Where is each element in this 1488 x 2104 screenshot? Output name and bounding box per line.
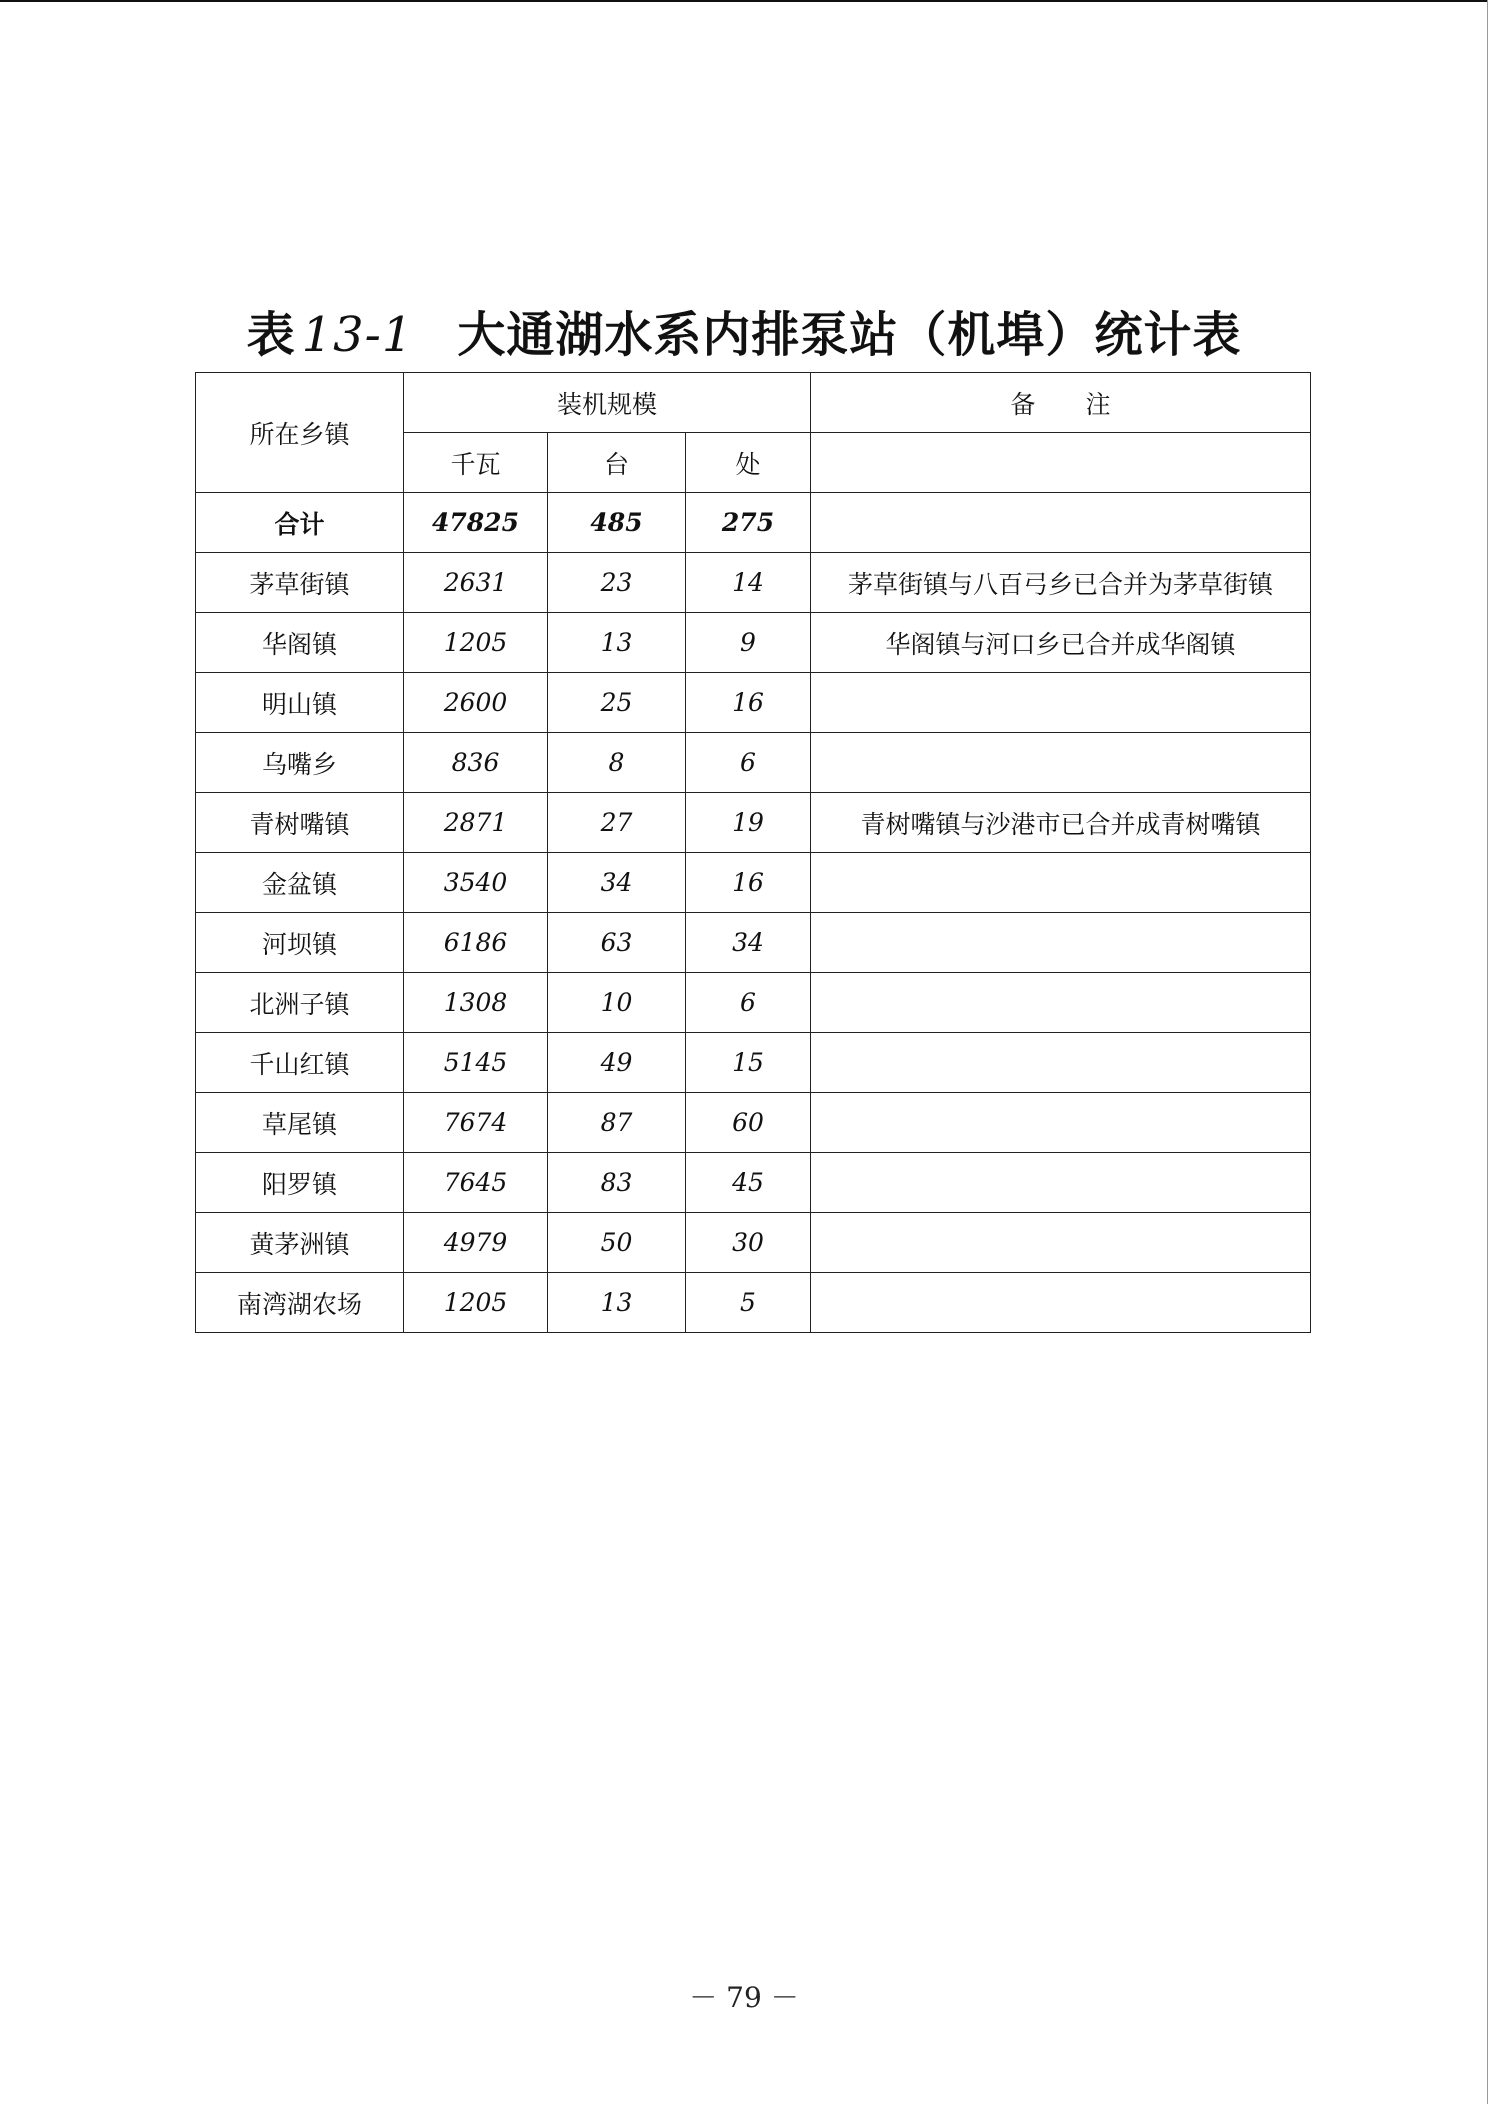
table-row: [196, 1093, 1311, 1153]
header-units: 台: [548, 433, 686, 493]
note-cell: [811, 1213, 1311, 1273]
kw-cell: 1308: [404, 973, 548, 1033]
kw-cell: 2871: [404, 793, 548, 853]
note-cell: [811, 1093, 1311, 1153]
table-row: [196, 673, 1311, 733]
table-row: [196, 793, 1311, 853]
table-row: [196, 853, 1311, 913]
total-note: [811, 493, 1311, 553]
total-row: [196, 493, 1311, 553]
town-cell: 河坝镇: [196, 913, 404, 973]
table-title-text: 大通湖水系内排泵站（机埠）统计表: [457, 307, 1242, 363]
units-cell: 63: [548, 913, 686, 973]
units-cell: 34: [548, 853, 686, 913]
table-row: [196, 733, 1311, 793]
sites-cell: 45: [686, 1153, 811, 1213]
total-sites: 275: [686, 493, 811, 553]
table-row: [196, 1033, 1311, 1093]
header-remarks: 备 注: [811, 373, 1311, 433]
kw-cell: 3540: [404, 853, 548, 913]
town-cell: 华阁镇: [196, 613, 404, 673]
page-number: － 79 －: [689, 1981, 799, 2014]
total-units: 485: [548, 493, 686, 553]
town-cell: 乌嘴乡: [196, 733, 404, 793]
units-cell: 27: [548, 793, 686, 853]
kw-cell: 2631: [404, 553, 548, 613]
units-cell: 8: [548, 733, 686, 793]
kw-cell: 6186: [404, 913, 548, 973]
table-row: [196, 973, 1311, 1033]
kw-cell: 5145: [404, 1033, 548, 1093]
note-cell: [811, 853, 1311, 913]
kw-cell: 4979: [404, 1213, 548, 1273]
sites-cell: 16: [686, 673, 811, 733]
note-cell: 青树嘴镇与沙港市已合并成青树嘴镇: [811, 793, 1311, 853]
units-cell: 23: [548, 553, 686, 613]
town-cell: 金盆镇: [196, 853, 404, 913]
note-cell: [811, 1273, 1311, 1333]
units-cell: 49: [548, 1033, 686, 1093]
sites-cell: 34: [686, 913, 811, 973]
town-cell: 南湾湖农场: [196, 1273, 404, 1333]
table-row: [196, 1273, 1311, 1333]
sites-cell: 14: [686, 553, 811, 613]
table-row: [196, 553, 1311, 613]
units-cell: 50: [548, 1213, 686, 1273]
note-cell: [811, 1153, 1311, 1213]
town-cell: 阳罗镇: [196, 1153, 404, 1213]
pump-station-table: [195, 372, 1311, 1333]
note-cell: [811, 673, 1311, 733]
table-row: [196, 1213, 1311, 1273]
top-border-rule: [0, 0, 1488, 2]
note-cell: [811, 1033, 1311, 1093]
sites-cell: 30: [686, 1213, 811, 1273]
total-kw: 47825: [404, 493, 548, 553]
units-cell: 10: [548, 973, 686, 1033]
note-cell: [811, 973, 1311, 1033]
town-cell: 黄茅洲镇: [196, 1213, 404, 1273]
note-cell: [811, 733, 1311, 793]
sites-cell: 15: [686, 1033, 811, 1093]
sites-cell: 16: [686, 853, 811, 913]
kw-cell: 7674: [404, 1093, 548, 1153]
town-cell: 北洲子镇: [196, 973, 404, 1033]
header-capacity: 装机规模: [404, 373, 811, 433]
note-cell: [811, 913, 1311, 973]
units-cell: 83: [548, 1153, 686, 1213]
kw-cell: 836: [404, 733, 548, 793]
units-cell: 87: [548, 1093, 686, 1153]
header-empty: [811, 433, 1311, 493]
units-cell: 25: [548, 673, 686, 733]
table-row: [196, 913, 1311, 973]
kw-cell: 7645: [404, 1153, 548, 1213]
total-label: 合计: [196, 493, 404, 553]
sites-cell: 6: [686, 733, 811, 793]
header-sites: 处: [686, 433, 811, 493]
sites-cell: 60: [686, 1093, 811, 1153]
sites-cell: 19: [686, 793, 811, 853]
kw-cell: 1205: [404, 613, 548, 673]
table-title-number: 13-1: [301, 307, 414, 363]
town-cell: 明山镇: [196, 673, 404, 733]
table-title-prefix: 表: [246, 307, 296, 363]
header-row-1: [196, 373, 1311, 433]
header-town: 所在乡镇: [196, 373, 404, 493]
town-cell: 青树嘴镇: [196, 793, 404, 853]
table-row: [196, 613, 1311, 673]
sites-cell: 9: [686, 613, 811, 673]
units-cell: 13: [548, 1273, 686, 1333]
town-cell: 草尾镇: [196, 1093, 404, 1153]
town-cell: 茅草街镇: [196, 553, 404, 613]
header-kw: 千瓦: [404, 433, 548, 493]
note-cell: 茅草街镇与八百弓乡已合并为茅草街镇: [811, 553, 1311, 613]
sites-cell: 6: [686, 973, 811, 1033]
kw-cell: 1205: [404, 1273, 548, 1333]
units-cell: 13: [548, 613, 686, 673]
kw-cell: 2600: [404, 673, 548, 733]
table-row: [196, 1153, 1311, 1213]
sites-cell: 5: [686, 1273, 811, 1333]
town-cell: 千山红镇: [196, 1033, 404, 1093]
note-cell: 华阁镇与河口乡已合并成华阁镇: [811, 613, 1311, 673]
table-title: [0, 296, 1488, 365]
